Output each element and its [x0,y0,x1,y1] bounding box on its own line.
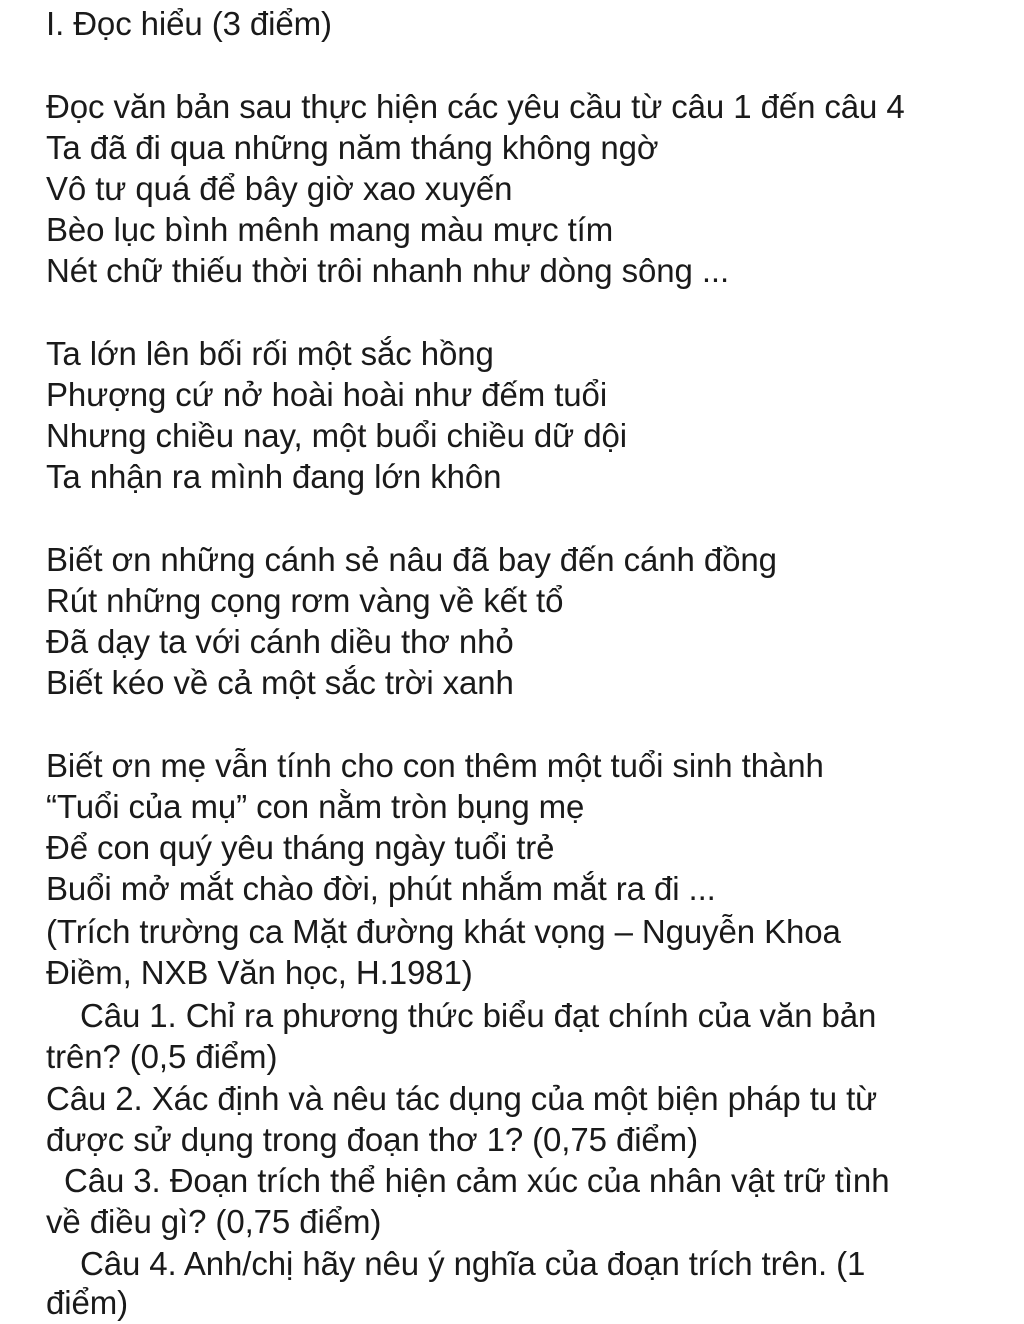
instruction: Đọc văn bản sau thực hiện các yêu cầu từ câu 1 đến câu 4 [46,88,905,125]
question-1: Câu 1. Chỉ ra phương thức biểu đạt chính của văn bản [80,997,877,1034]
question-1: trên? (0,5 điểm) [46,1038,278,1075]
poem-line: Đã dạy ta với cánh diều thơ nhỏ [46,623,514,660]
poem-line: Nhưng chiều nay, một buổi chiều dữ dội [46,417,627,454]
poem-line: Rút những cọng rơm vàng về kết tổ [46,582,564,619]
poem-line: Biết kéo về cả một sắc trời xanh [46,664,514,701]
poem-line: Ta đã đi qua những năm tháng không ngờ [46,129,659,166]
source-citation: (Trích trường ca Mặt đường khát vọng – Nguyễn Khoa [46,913,841,950]
question-4: điểm) [46,1284,129,1321]
poem-line: Buổi mở mắt chào đời, phút nhắm mắt ra đi ... [46,870,716,907]
poem-line: Biết ơn mẹ vẫn tính cho con thêm một tuổi sinh thành [46,747,824,784]
question-2: được sử dụng trong đoạn thơ 1? (0,75 điểm) [46,1121,698,1158]
poem-line: Nét chữ thiếu thời trôi nhanh như dòng sông ... [46,252,730,289]
poem-line: Ta nhận ra mình đang lớn khôn [46,458,502,495]
poem-line: “Tuổi của mụ” con nằm tròn bụng mẹ [46,788,585,825]
poem-line: Ta lớn lên bối rối một sắc hồng [46,335,494,372]
question-2: Câu 2. Xác định và nêu tác dụng của một biện pháp tu từ [46,1080,878,1117]
poem-line: Biết ơn những cánh sẻ nâu đã bay đến cánh đồng [46,541,777,578]
section-heading: I. Đọc hiểu (3 điểm) [46,5,332,42]
poem-line: Để con quý yêu tháng ngày tuổi trẻ [46,829,555,866]
source-citation: Điềm, NXB Văn học, H.1981) [46,954,473,991]
poem-line: Bèo lục bình mênh mang màu mực tím [46,211,614,248]
question-3: Câu 3. Đoạn trích thể hiện cảm xúc của nhân vật trữ tình [64,1162,890,1199]
poem-line: Vô tư quá để bây giờ xao xuyến [46,170,513,207]
question-4: Câu 4. Anh/chị hãy nêu ý nghĩa của đoạn trích trên. (1 [80,1245,866,1282]
question-3: về điều gì? (0,75 điểm) [46,1203,382,1240]
poem-line: Phượng cứ nở hoài hoài như đếm tuổi [46,376,608,413]
